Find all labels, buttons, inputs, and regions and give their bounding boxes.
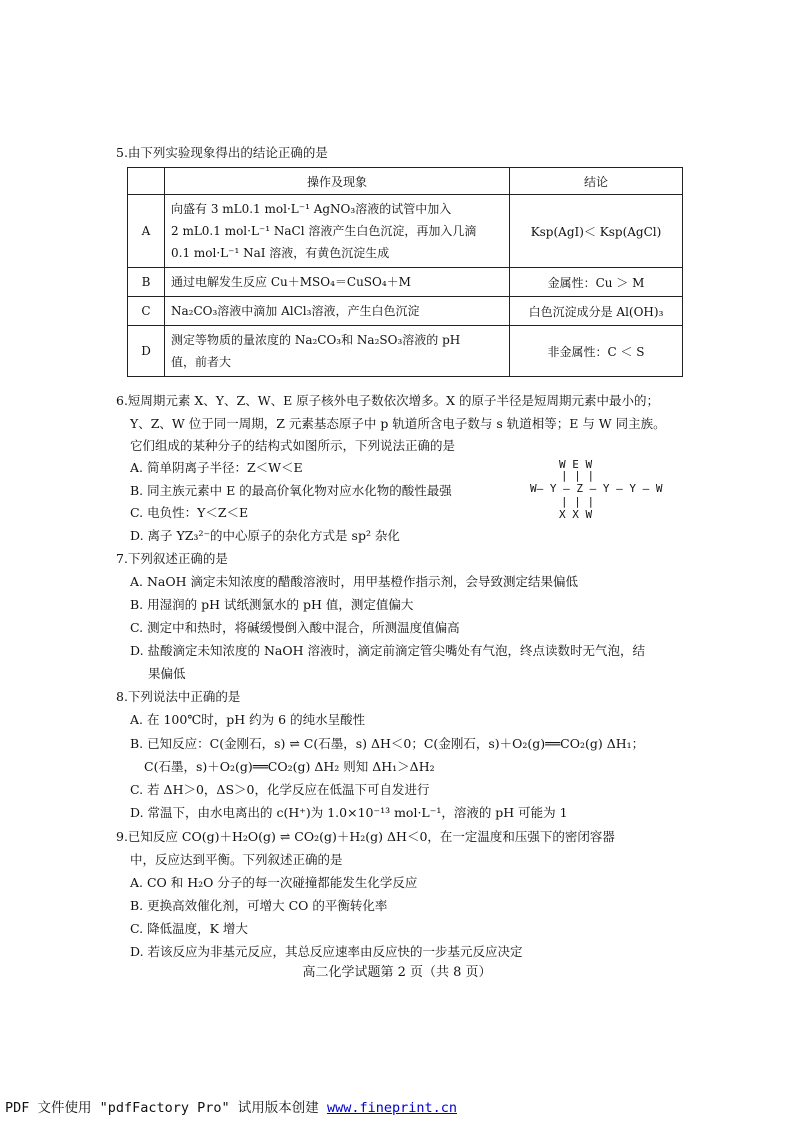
struct-row: W E W xyxy=(559,458,593,471)
op-line: 测定等物质的量浓度的 Na₂CO₃和 Na₂SO₃溶液的 pH xyxy=(171,333,461,347)
table-row xyxy=(128,195,683,268)
q6-stem-line: 6.短周期元素 X、Y、Z、W、E 原子核外电子数依次增多。X 的原子半径是短周期元素中最小的； xyxy=(116,393,660,408)
op-line: 2 mL0.1 mol·L⁻¹ NaCl 溶液产生白色沉淀，再加入几滴 xyxy=(171,224,477,238)
q6-stem-line: Y、Z、W 位于同一周期，Z 元素基态原子中 p 轨道所含电子数与 s 轨道相等；E 与 W 同主族。 xyxy=(130,416,666,431)
row-label: B xyxy=(128,268,165,297)
q7-stem: 7.下列叙述正确的是 xyxy=(116,551,228,566)
table-header-row xyxy=(128,168,683,195)
q8-option-b-cont: C(石墨，s)＋O₂(g)══CO₂(g) ΔH₂ 则知 ΔH₁＞ΔH₂ xyxy=(144,759,435,774)
q8-stem: 8.下列说法中正确的是 xyxy=(116,689,241,704)
q7-option-d: D. 盐酸滴定未知浓度的 NaOH 溶液时，滴定前滴定管尖嘴处有气泡，终点读数时无气泡，结 xyxy=(130,643,646,658)
fineprint-link[interactable]: www.fineprint.cn xyxy=(326,1100,457,1116)
q9-stem-line: 9.已知反应 CO(g)＋H₂O(g) ⇌ CO₂(g)＋H₂(g) ΔH＜0，在一定温度和压强下的密闭容器 xyxy=(116,829,615,844)
q7-option-d-cont: 果偏低 xyxy=(148,666,186,681)
q5-table xyxy=(127,167,683,377)
q9-option-c: C. 降低温度，K 增大 xyxy=(130,921,248,936)
q7-option-a: A. NaOH 滴定未知浓度的醋酸溶液时，用甲基橙作指示剂，会导致测定结果偏低 xyxy=(130,574,578,589)
q7-option-c: C. 测定中和热时，将碱缓慢倒入酸中混合，所测温度值偏高 xyxy=(130,620,460,635)
q6-option-d: D. 离子 YZ₃²⁻的中心原子的杂化方式是 sp² 杂化 xyxy=(130,528,400,543)
row-operation xyxy=(165,326,510,377)
struct-row: W— Y — Z — Y — Y — W xyxy=(530,482,663,495)
row-label: A xyxy=(128,195,165,268)
q6-option-a: A. 简单阴离子半径：Z＜W＜E xyxy=(130,460,303,475)
header-blank xyxy=(128,168,165,195)
q9-stem-line: 中，反应达到平衡。下列叙述正确的是 xyxy=(130,852,343,867)
header-operation: 操作及现象 xyxy=(165,168,510,195)
row-operation xyxy=(165,195,510,268)
struct-row: | | | xyxy=(561,469,595,482)
pdf-watermark-note xyxy=(5,1096,457,1116)
q9-option-a: A. CO 和 H₂O 分子的每一次碰撞都能发生化学反应 xyxy=(130,875,418,890)
row-operation: Na₂CO₃溶液中滴加 AlCl₃溶液，产生白色沉淀 xyxy=(165,297,510,326)
q8-option-c: C. 若 ΔH＞0，ΔS＞0，化学反应在低温下可自发进行 xyxy=(130,782,430,797)
q8-option-b: B. 已知反应：C(金刚石，s) ⇌ C(石墨，s) ΔH＜0；C(金刚石，s)＋O₂(g)══CO₂(g) ΔH₁； xyxy=(130,736,645,751)
row-operation: 通过电解发生反应 Cu＋MSO₄＝CuSO₄＋M xyxy=(165,268,510,297)
row-conclusion: 金属性：Cu ＞ M xyxy=(510,268,683,297)
q8-option-d: D. 常温下，由水电离出的 c(H⁺)为 1.0×10⁻¹³ mol·L⁻¹，溶液的 pH 可能为 1 xyxy=(130,805,568,820)
q6-stem-line: 它们组成的某种分子的结构式如图所示，下列说法正确的是 xyxy=(130,438,456,453)
op-line: 向盛有 3 mL0.1 mol·L⁻¹ AgNO₃溶液的试管中加入 xyxy=(171,202,452,216)
row-conclusion: 非金属性：C ＜ S xyxy=(510,326,683,377)
q6-structural-formula xyxy=(530,458,690,528)
row-conclusion: Ksp(AgI)＜ Ksp(AgCl) xyxy=(510,195,683,268)
row-conclusion: 白色沉淀成分是 Al(OH)₃ xyxy=(510,297,683,326)
header-conclusion: 结论 xyxy=(510,168,683,195)
row-label: C xyxy=(128,297,165,326)
page-footer: 高二化学试题第 2 页（共 8 页） xyxy=(302,965,492,980)
q8-option-a: A. 在 100℃时，pH 约为 6 的纯水呈酸性 xyxy=(130,712,366,727)
struct-row: | | | xyxy=(561,495,595,508)
table-row xyxy=(128,268,683,297)
op-line: 0.1 mol·L⁻¹ NaI 溶液，有黄色沉淀生成 xyxy=(171,246,390,260)
q6-option-b: B. 同主族元素中 E 的最高价氧化物对应水化物的酸性最强 xyxy=(130,483,452,498)
q7-option-b: B. 用湿润的 pH 试纸测氯水的 pH 值，测定值偏大 xyxy=(130,597,414,612)
op-line: 值，前者大 xyxy=(171,355,232,369)
row-label: D xyxy=(128,326,165,377)
q6-option-c: C. 电负性：Y＜Z＜E xyxy=(130,505,249,520)
struct-row: X X W xyxy=(559,508,593,521)
table-row xyxy=(128,297,683,326)
q5-stem: 5.由下列实验现象得出的结论正确的是 xyxy=(116,145,328,160)
pdf-note-text: PDF 文件使用 "pdfFactory Pro" 试用版本创建 xyxy=(5,1100,327,1116)
q9-option-b: B. 更换高效催化剂，可增大 CO 的平衡转化率 xyxy=(130,898,388,913)
q9-option-d: D. 若该反应为非基元反应，其总反应速率由反应快的一步基元反应决定 xyxy=(130,944,523,959)
table-row xyxy=(128,326,683,377)
